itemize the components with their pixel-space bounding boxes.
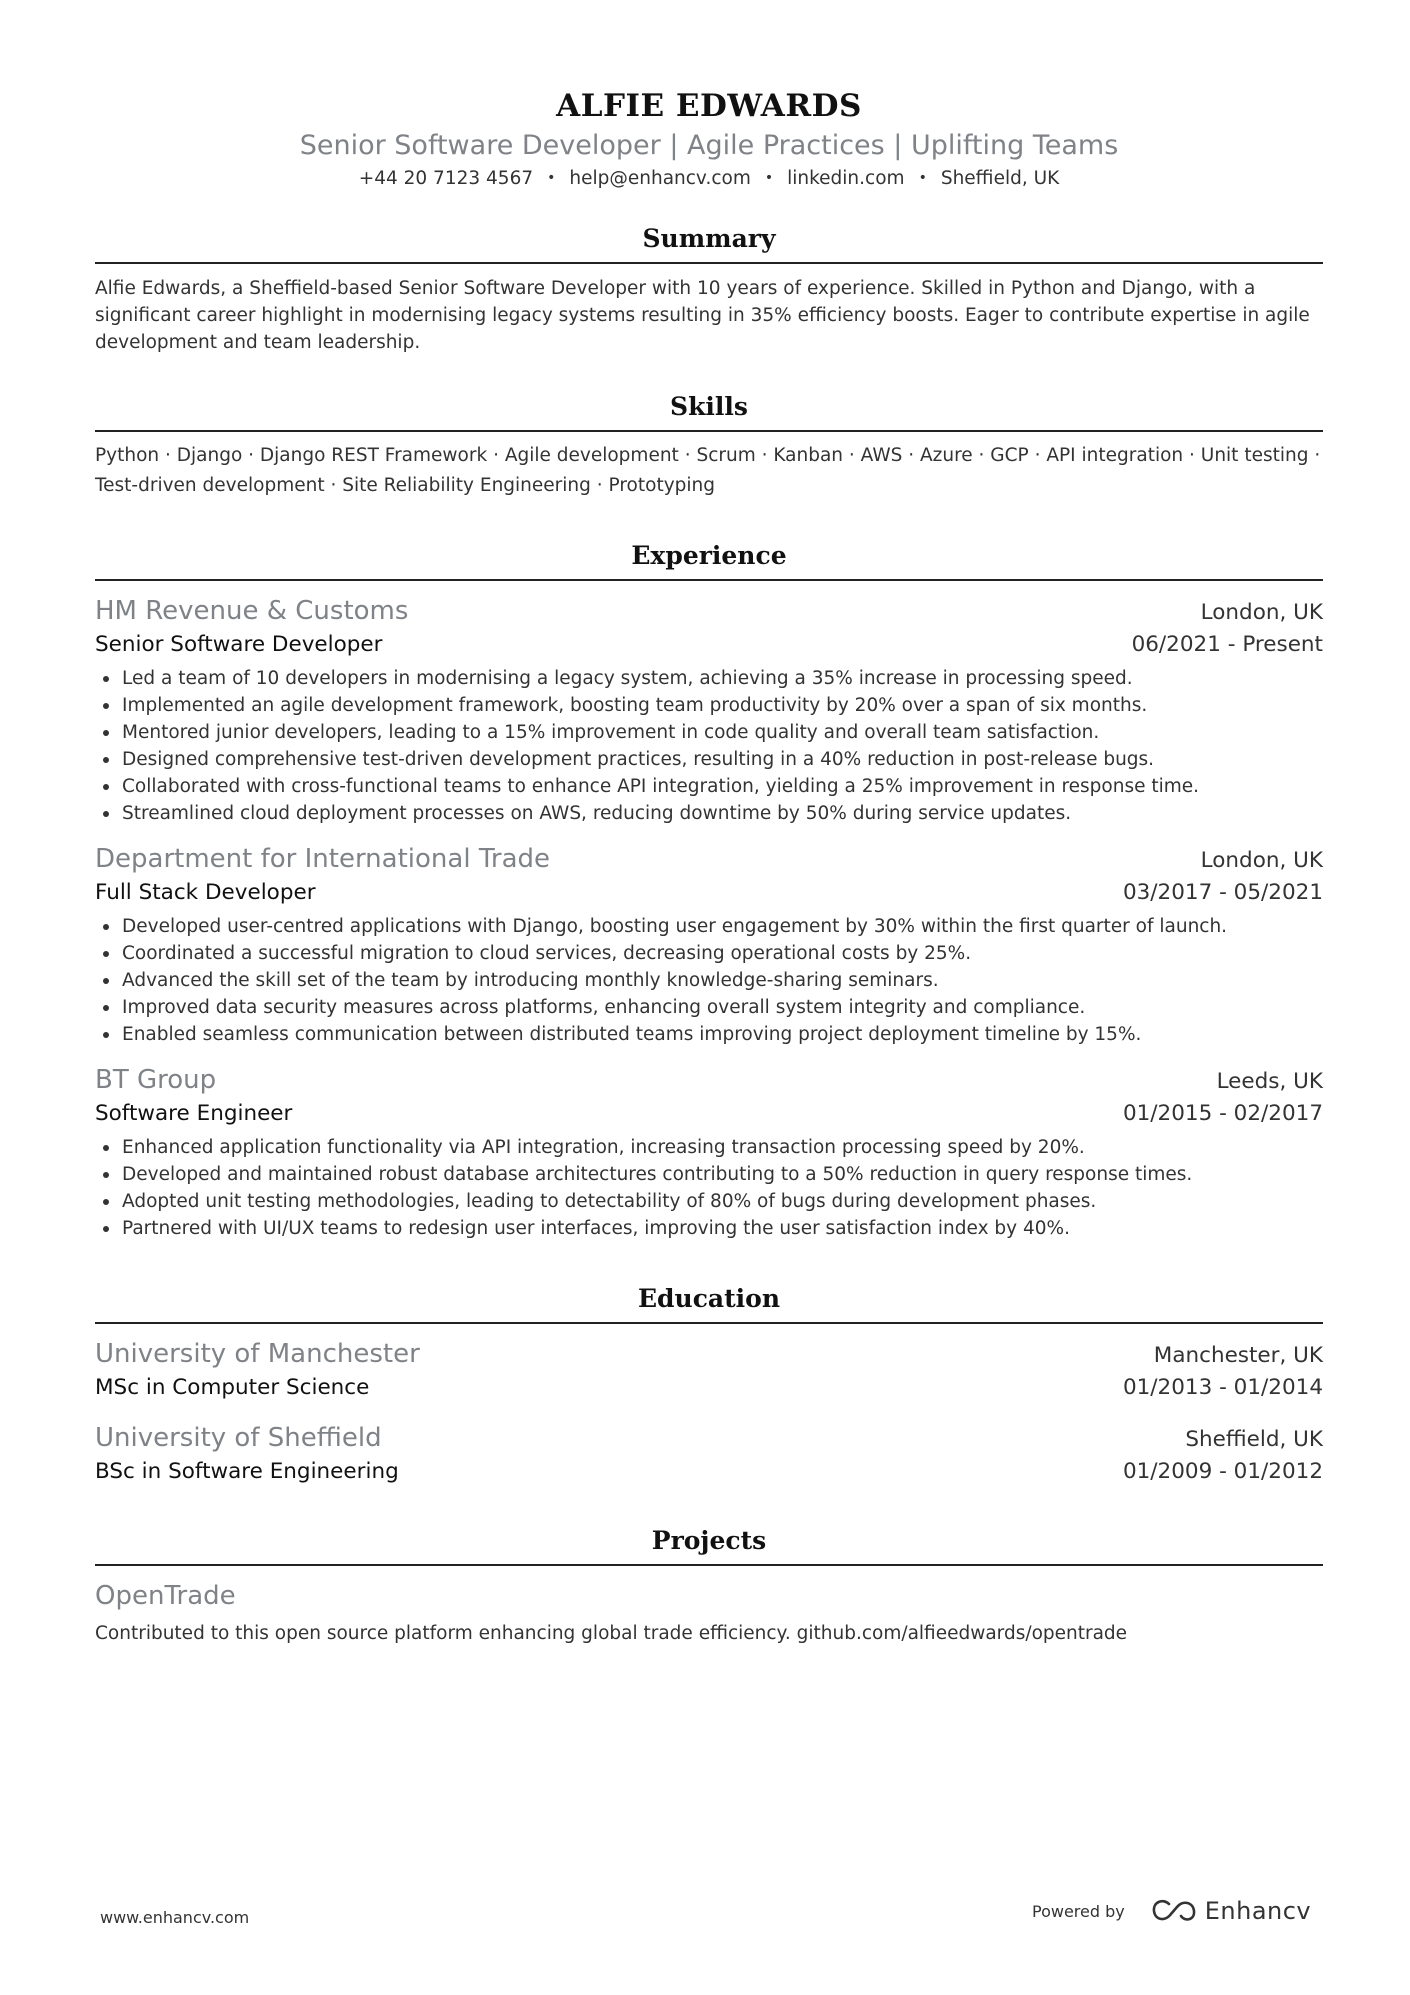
entry-role-row <box>95 629 1323 661</box>
job-dates: 01/2015 - 02/2017 <box>1122 1101 1323 1126</box>
project-entry <box>95 1578 1323 1647</box>
skills-section <box>95 390 1323 501</box>
school-name: University of Manchester <box>95 1339 420 1369</box>
list-item: Mentored junior developers, leading to a 15% improvement in code quality and overall team satisfaction. <box>95 719 1323 746</box>
resume-page <box>95 0 1323 1647</box>
list-item: Coordinated a successful migration to cloud services, decreasing operational costs by 25%. <box>95 940 1323 967</box>
education-entry <box>95 1336 1323 1404</box>
candidate-name: ALFIE EDWARDS <box>556 88 862 124</box>
section-title-skills: Skills <box>95 390 1323 432</box>
footer-branding <box>1032 1897 1311 1925</box>
project-name: OpenTrade <box>95 1581 236 1611</box>
job-dates: 06/2021 - Present <box>1131 632 1323 657</box>
job-location: London, UK <box>1200 600 1323 625</box>
list-item: Advanced the skill set of the team by introducing monthly knowledge-sharing seminars. <box>95 967 1323 994</box>
achievement-list <box>95 1134 1323 1242</box>
job-location: Leeds, UK <box>1216 1069 1323 1094</box>
list-item: Collaborated with cross-functional teams to enhance API integration, yielding a 25% improvement in response time. <box>95 773 1323 800</box>
education-section <box>95 1282 1323 1488</box>
study-dates: 01/2013 - 01/2014 <box>1122 1375 1323 1400</box>
section-title-experience: Experience <box>95 539 1323 581</box>
entry-header-row <box>95 1336 1323 1372</box>
list-item: Partnered with UI/UX teams to redesign user interfaces, improving the user satisfaction index by 40%. <box>95 1215 1323 1242</box>
enhancv-logo-icon <box>1151 1898 1197 1924</box>
experience-entry <box>95 841 1323 1048</box>
contact-line <box>95 165 1323 192</box>
company-name: BT Group <box>95 1065 217 1095</box>
candidate-headline: Senior Software Developer | Agile Practices | Uplifting Teams <box>299 130 1119 161</box>
entry-header-row <box>95 1062 1323 1098</box>
list-item: Enhanced application functionality via API integration, increasing transaction processing speed by 20%. <box>95 1134 1323 1161</box>
list-item: Implemented an agile development framework, boosting team productivity by 20% over a span of six months. <box>95 692 1323 719</box>
summary-text: Alfie Edwards, a Sheffield-based Senior Software Developer with 10 years of experience. Skilled in Python and Django, with a significant career highlight in modernising legacy systems resulting in 35% efficiency boosts. Eager to contribute expertise in agile development and team leadership. <box>95 278 1310 353</box>
powered-by-label: Powered by <box>1032 1901 1125 1921</box>
study-dates: 01/2009 - 01/2012 <box>1122 1459 1323 1484</box>
resume-header <box>95 0 1323 192</box>
school-name: University of Sheffield <box>95 1423 382 1453</box>
entry-role-row <box>95 877 1323 909</box>
entry-degree-row <box>95 1456 1323 1488</box>
degree-title: MSc in Computer Science <box>95 1375 370 1400</box>
brand-name: Enhancv <box>1204 1897 1312 1925</box>
job-location: London, UK <box>1200 848 1323 873</box>
enhancv-logo[interactable] <box>1151 1897 1311 1925</box>
section-title-summary: Summary <box>95 222 1323 264</box>
entry-header-row <box>95 1420 1323 1456</box>
company-name: Department for International Trade <box>95 844 550 874</box>
contact-location: Sheffield, UK <box>940 168 1060 189</box>
experience-entry <box>95 593 1323 827</box>
entry-role-row <box>95 1098 1323 1130</box>
entry-header-row <box>95 593 1323 629</box>
list-item: Enabled seamless communication between distributed teams improving project deployment timeline by 15%. <box>95 1021 1323 1048</box>
job-title: Full Stack Developer <box>95 880 316 905</box>
degree-title: BSc in Software Engineering <box>95 1459 399 1484</box>
contact-phone: +44 20 7123 4567 <box>358 168 534 189</box>
contact-email[interactable]: help@enhancv.com <box>569 168 751 189</box>
list-item: Adopted unit testing methodologies, leading to detectability of 80% of bugs during development phases. <box>95 1188 1323 1215</box>
contact-separator: • <box>764 170 774 186</box>
job-title: Senior Software Developer <box>95 632 383 657</box>
list-item: Streamlined cloud deployment processes on AWS, reducing downtime by 50% during service updates. <box>95 800 1323 827</box>
job-title: Software Engineer <box>95 1101 293 1126</box>
list-item: Designed comprehensive test-driven development practices, resulting in a 40% reduction in post-release bugs. <box>95 746 1323 773</box>
entry-degree-row <box>95 1372 1323 1404</box>
section-title-projects: Projects <box>95 1524 1323 1566</box>
contact-separator: • <box>918 170 927 186</box>
experience-section <box>95 539 1323 1242</box>
school-location: Manchester, UK <box>1153 1343 1323 1368</box>
project-description: Contributed to this open source platform enhancing global trade efficiency. github.com/alfieedwards/opentrade <box>95 1623 1128 1644</box>
projects-section <box>95 1524 1323 1647</box>
summary-section <box>95 222 1323 356</box>
section-title-education: Education <box>95 1282 1323 1324</box>
list-item: Improved data security measures across platforms, enhancing overall system integrity and compliance. <box>95 994 1323 1021</box>
school-location: Sheffield, UK <box>1185 1427 1323 1452</box>
education-entry <box>95 1420 1323 1488</box>
entry-header-row <box>95 841 1323 877</box>
list-item: Led a team of 10 developers in modernising a legacy system, achieving a 35% increase in processing speed. <box>95 665 1323 692</box>
list-item: Developed and maintained robust database architectures contributing to a 50% reduction in query response times. <box>95 1161 1323 1188</box>
list-item: Developed user-centred applications with Django, boosting user engagement by 30% within the first quarter of launch. <box>95 913 1323 940</box>
contact-separator: • <box>547 170 556 186</box>
contact-linkedin[interactable]: linkedin.com <box>787 168 905 189</box>
achievement-list <box>95 665 1323 827</box>
skills-list: Python · Django · Django REST Framework · Agile development · Scrum · Kanban · AWS · Azure · GCP · API integration · Unit testing · Test-driven development · Site Reliability Engineering · Prototyping <box>95 445 1321 496</box>
job-dates: 03/2017 - 05/2021 <box>1122 880 1323 905</box>
company-name: HM Revenue & Customs <box>95 596 409 626</box>
achievement-list <box>95 913 1323 1048</box>
experience-entry <box>95 1062 1323 1242</box>
footer-website[interactable]: www.enhancv.com <box>100 1908 250 1927</box>
